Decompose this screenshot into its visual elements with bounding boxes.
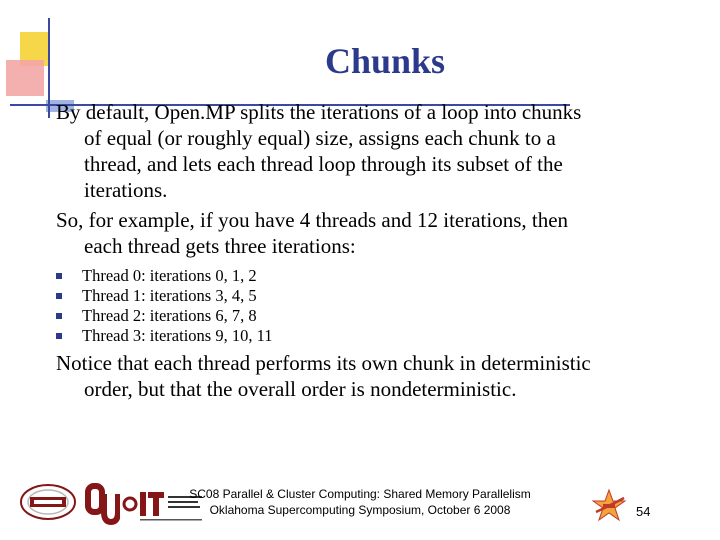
paragraph-line: order, but that the overall order is nondeterministic.	[84, 377, 517, 401]
list-item	[56, 266, 456, 286]
square-bullet-icon	[56, 293, 62, 299]
paragraph-example	[56, 207, 676, 259]
thread-iteration-list	[56, 266, 456, 346]
slide-title: Chunks	[324, 41, 446, 81]
paragraph-line: iterations.	[84, 178, 168, 202]
list-item-text: Thread 1: iterations 3, 4, 5	[82, 286, 257, 305]
slide-footer	[170, 486, 550, 518]
paragraph-line: By default, Open.MP splits the iterations of a loop into chunks	[56, 100, 582, 124]
list-item-text: Thread 3: iterations 9, 10, 11	[82, 326, 273, 345]
paragraph-line: Notice that each thread performs its own chunk in deterministic	[56, 351, 591, 375]
list-item-text: Thread 2: iterations 6, 7, 8	[82, 306, 257, 325]
list-item	[56, 286, 456, 306]
paragraph-determinism-note	[56, 350, 676, 402]
footer-event-line: Oklahoma Supercomputing Symposium, October 6 2008	[209, 503, 511, 517]
square-bullet-icon	[56, 273, 62, 279]
ou-logo	[84, 482, 120, 526]
paragraph-default-chunking	[56, 99, 676, 203]
oscer-logo	[18, 482, 78, 522]
paragraph-line: thread, and lets each thread loop through its subset of the	[84, 152, 563, 176]
paragraph-line: So, for example, if you have 4 threads and 12 iterations, then	[56, 208, 569, 232]
paragraph-line: of equal (or roughly equal) size, assigns each chunk to a	[84, 126, 556, 150]
list-item-text: Thread 0: iterations 0, 1, 2	[82, 266, 257, 285]
paragraph-line: each thread gets three iterations:	[84, 234, 356, 258]
list-item	[56, 306, 456, 326]
list-item	[56, 326, 456, 346]
page-number: 54	[636, 504, 651, 519]
square-bullet-icon	[56, 313, 62, 319]
square-bullet-icon	[56, 333, 62, 339]
star-logo	[592, 488, 626, 524]
footer-course-line: SC08 Parallel & Cluster Computing: Shared Memory Parallelism	[189, 487, 531, 501]
